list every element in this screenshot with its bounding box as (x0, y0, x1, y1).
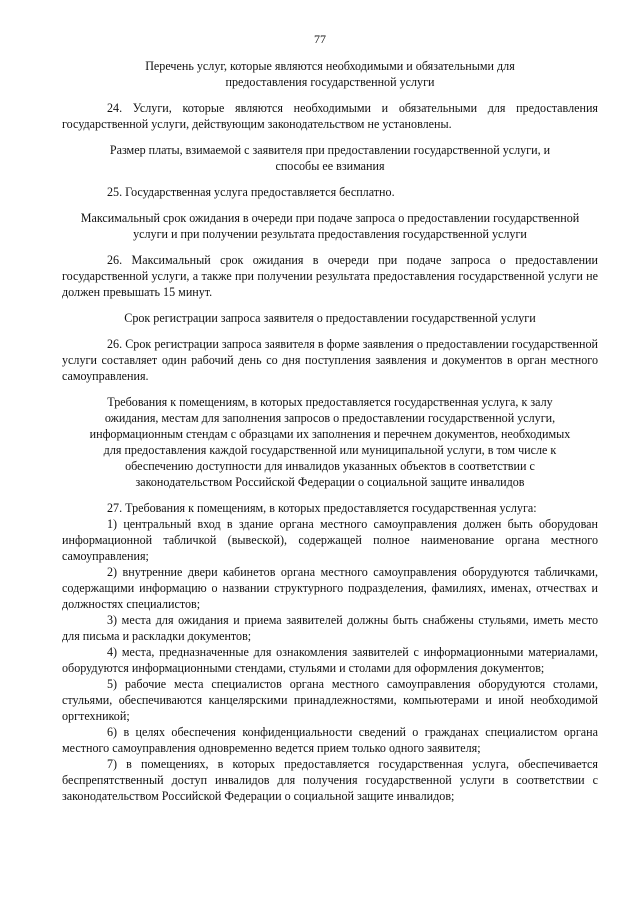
page-number: 77 (314, 32, 326, 46)
list-item: 2) внутренние двери кабинетов органа местного самоуправления оборудуются табличками, содержащими информацию о названии структурного подразделения, фамилиях, именах, отчествах и должностях специалистов; (62, 565, 598, 611)
list-item: 1) центральный вход в здание органа местного самоуправления должен быть оборудован информационной табличкой (вывеской), содержащей полное наименование органа местного самоуправления; (62, 517, 598, 563)
paragraph-26-registration: 26. Срок регистрации запроса заявителя в форме заявления о предоставлении государственной услуги составляет один рабочий день со дня поступления заявления и документов в орган местного самоуправления. (62, 337, 598, 383)
list-item: 4) места, предназначенные для ознакомления заявителей с информационными материалами, оборудуются информационными стендами, стульями и столами для оформления документов; (62, 645, 598, 675)
heading-wait: Максимальный срок ожидания в очереди при подаче запроса о предоставлении государственной услуги и при получении результата предоставления государственной услуги (80, 211, 580, 241)
paragraph-24: 24. Услуги, которые являются необходимыми и обязательными для предоставления государственной услуги, действующим законодательством не установлены. (62, 101, 598, 131)
list-item: 7) в помещениях, в которых предоставляется государственная услуга, обеспечивается беспрепятственный доступ инвалидов для получения государственной услуги в соответствии с законодательством Российской Федерации о социальной защите инвалидов; (62, 757, 598, 803)
paragraph-27-intro: 27. Требования к помещениям, в которых предоставляется государственная услуга: (107, 501, 537, 515)
heading-registration: Срок регистрации запроса заявителя о предоставлении государственной услуги (124, 311, 536, 325)
heading-services: Перечень услуг, которые являются необходимыми и обязательными для предоставления государственной услуги (145, 59, 515, 89)
heading-fee: Размер платы, взимаемой с заявителя при предоставлении государственной услуги, и способы ее взимания (109, 143, 551, 173)
list-item: 3) места для ожидания и приема заявителей должны быть снабжены стульями, иметь место для письма и раскладки документов; (62, 613, 598, 643)
list-item: 5) рабочие места специалистов органа местного самоуправления оборудуются столами, стульями, обеспечиваются канцелярскими принадлежностями, компьютерами и иной необходимой оргтехникой; (62, 677, 598, 723)
heading-premises: Требования к помещениям, в которых предоставляется государственная услуга, к залу ожидания, местам для заполнения запросов о предоставлении государственной услуги, информационным стендам с образцами их заполнения и перечнем документов, необходимых для предоставления каждой государственной или муниципальной услуги, в том числе к обеспечению доступности для инвалидов указанных объектов в соответствии с законодательством Российской Федерации о социальной защите инвалидов (89, 395, 571, 489)
document-body (62, 56, 598, 804)
paragraph-25: 25. Государственная услуга предоставляется бесплатно. (107, 185, 395, 199)
list-item: 6) в целях обеспечения конфиденциальности сведений о гражданах специалистом органа местного самоуправления одновременно ведется прием только одного заявителя; (62, 725, 598, 755)
paragraph-26-wait: 26. Максимальный срок ожидания в очереди при подаче запроса о предоставлении государственной услуги, а также при получении результата предоставления государственной услуги не должен превышать 15 минут. (62, 253, 598, 299)
